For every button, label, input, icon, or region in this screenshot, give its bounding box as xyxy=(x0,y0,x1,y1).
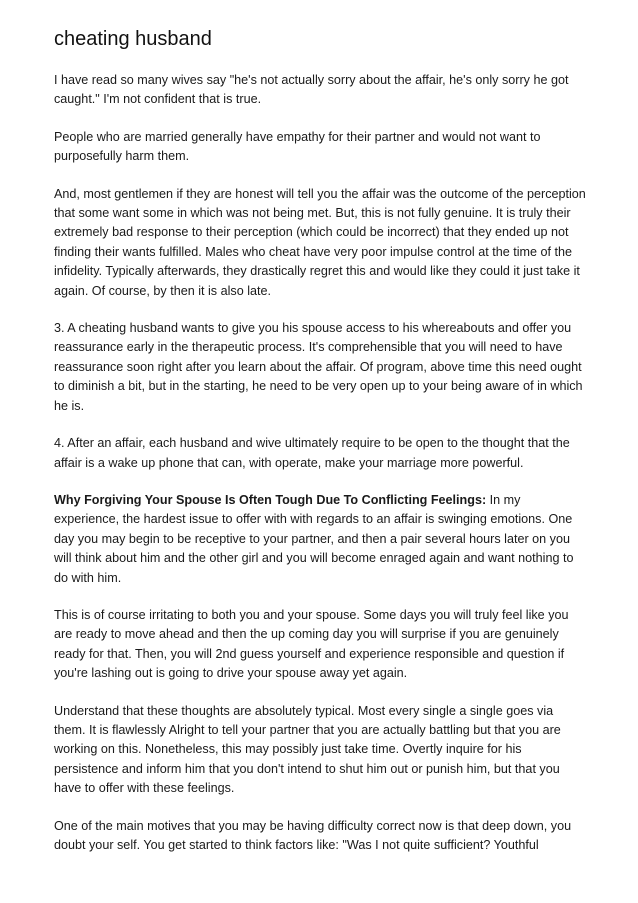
paragraph-text: 3. A cheating husband wants to give you his spouse access to his whereabouts and offer you reassurance early in the therapeutic process. It's comprehensible that you will need to have reassurance soon right after you learn about the affair. Of program, above time this need ought to diminish a bit, but in the starting, he need to be very open up to your being aware of in which he is. xyxy=(54,321,583,413)
paragraph-3 xyxy=(54,185,588,301)
paragraph-text: I have read so many wives say "he's not actually sorry about the affair, he's only sorry he got caught." I'm not confident that is true. xyxy=(54,73,569,107)
paragraph-7 xyxy=(54,606,588,684)
paragraph-text: One of the main motives that you may be having difficulty correct now is that deep down, you doubt your self. You get started to think factors like: "Was I not quite sufficient? Youthful xyxy=(54,818,572,852)
paragraph-9 xyxy=(54,817,588,856)
paragraph-2 xyxy=(54,128,588,167)
document-page xyxy=(54,26,588,873)
document-title: cheating husband xyxy=(54,28,212,50)
paragraph-1 xyxy=(54,71,588,110)
paragraph-text: And, most gentlemen if they are honest will tell you the affair was the outcome of the perception that some want some in which was not being met. But, this is not fully genuine. It is truly their extremely bad response to their perception (which could be incorrect) that they ended up not finding their wants fulfilled. Males who cheat have very poor impulse control at the time of the infidelity. Typically afterwards, they drastically regret this and would like they could it just take it again. Of course, by then it is also late. xyxy=(54,186,586,298)
paragraph-text: People who are married generally have empathy for their partner and would not want to purposefully harm them. xyxy=(54,129,541,164)
paragraph-6 xyxy=(54,491,588,588)
paragraph-8 xyxy=(54,702,588,799)
paragraph-lead-heading: Why Forgiving Your Spouse Is Often Tough Due To Conflicting Feelings: xyxy=(54,492,487,507)
paragraph-text: Understand that these thoughts are absolutely typical. Most every single a single goes via them. It is flawlessly Alright to tell your partner that you are actually battling but that you are working on this. Nonetheless, this may possibly just take time. Overtly inquire for his persistence and inform him that you don't intend to shut him out or punish him, but that you have to offer with these feelings. xyxy=(54,703,561,796)
paragraph-text: 4. After an affair, each husband and wive ultimately require to be open to the thought that the affair is a wake up phone that can, with operate, make your marriage more powerful. xyxy=(54,436,570,470)
paragraph-5 xyxy=(54,434,588,473)
paragraph-text: This is of course irritating to both you and your spouse. Some days you will truly feel like you are ready to move ahead and then the up coming day you will surprise if you are genuinely ready for that. Then, you will 2nd guess yourself and experience responsible and question if you're lashing out is going to drive your spouse away yet again. xyxy=(54,607,569,681)
paragraph-4 xyxy=(54,319,588,416)
paragraph-text: In my experience, the hardest issue to offer with with regards to an affair is swinging emotions. One day you may begin to be receptive to your partner, and then a pair several hours later on you will think about him and the other girl and you will become enraged again and want nothing to do with him. xyxy=(54,492,574,585)
